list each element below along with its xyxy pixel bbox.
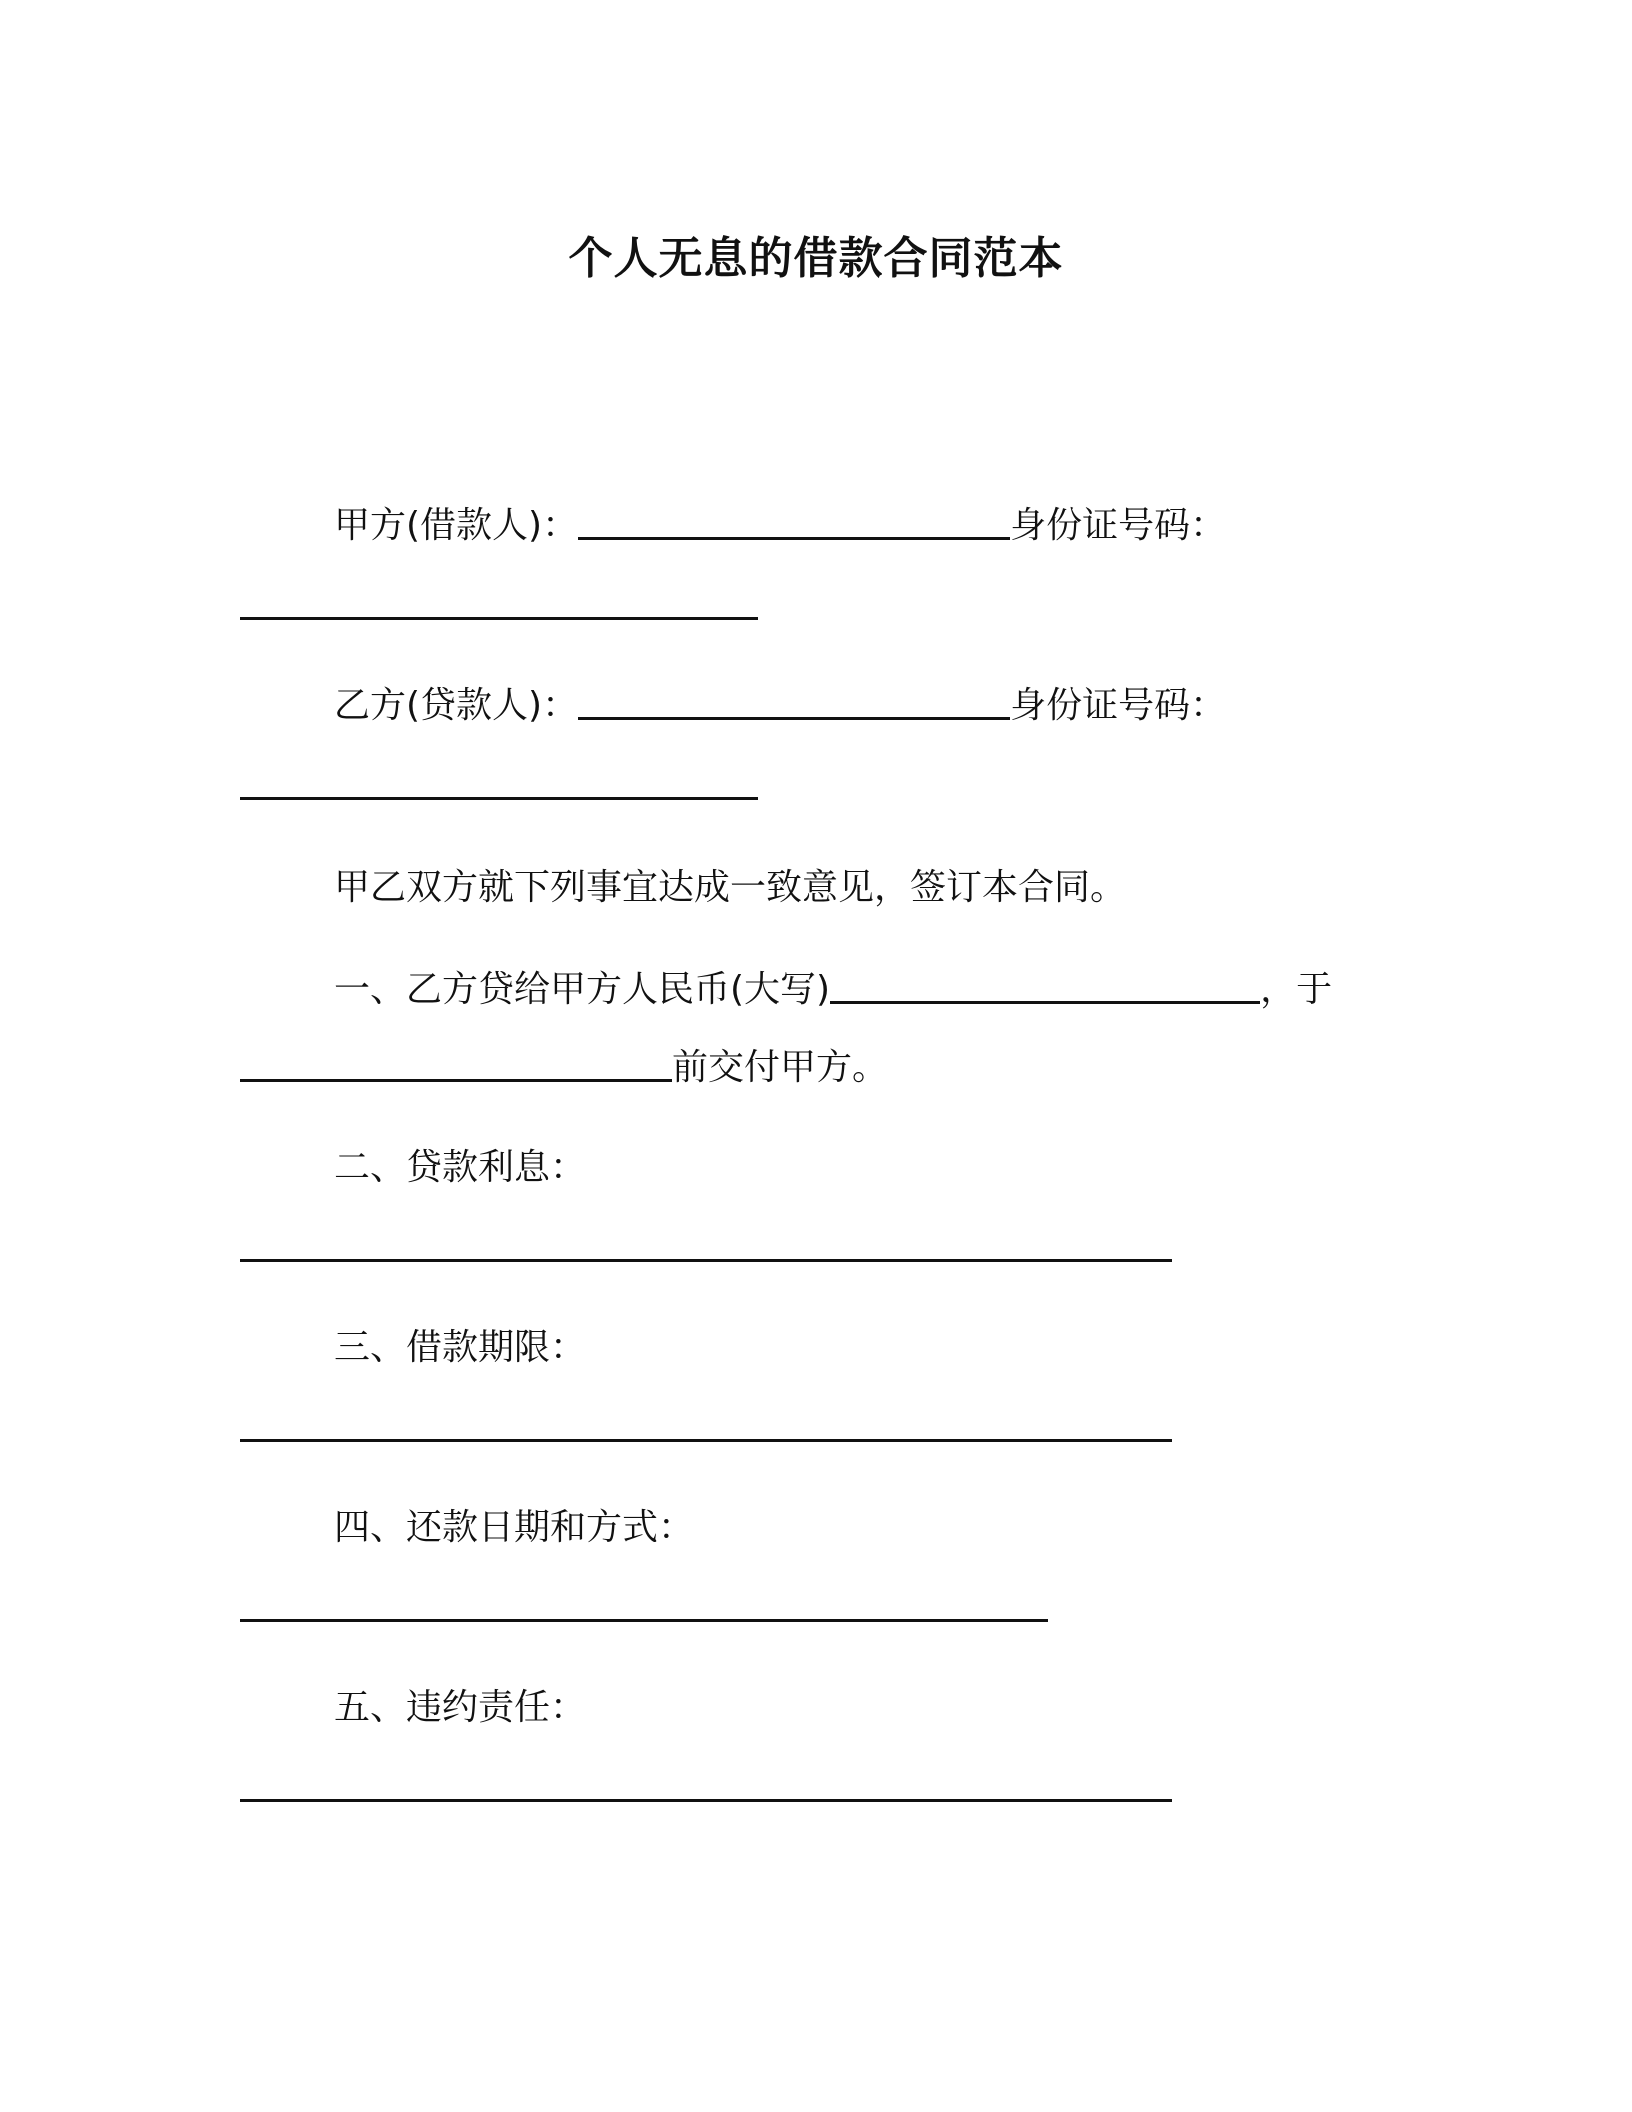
clause-4-row	[334, 1490, 694, 1550]
party-a-name-blank	[578, 537, 1010, 540]
agreement-row	[334, 850, 1126, 910]
clause-1-row	[334, 952, 1332, 1012]
clause-3-blank-row	[240, 1390, 1172, 1450]
clause-2-blank	[240, 1259, 1172, 1262]
clause-3-row	[334, 1310, 586, 1370]
party-a-label: 甲方(借款人)：	[334, 505, 579, 546]
clause-1-date-blank	[240, 1079, 672, 1082]
clause-1-date-row	[240, 1030, 888, 1090]
clause-3-blank	[240, 1439, 1172, 1442]
clause-1-text: 一、乙方贷给甲方人民币(大写)	[334, 969, 831, 1010]
clause-5-blank-row	[240, 1750, 1172, 1810]
clause-2-blank-row	[240, 1210, 1172, 1270]
clause-4-blank	[240, 1619, 1048, 1622]
agreement-text: 甲乙双方就下列事宜达成一致意见，签订本合同。	[334, 867, 1127, 908]
clause-2-row	[334, 1130, 586, 1190]
party-b-label: 乙方(贷款人)：	[334, 685, 579, 726]
clause-1-end-text: 前交付甲方。	[672, 1047, 889, 1088]
clause-3-heading: 三、借款期限：	[334, 1327, 587, 1368]
party-b-id-blank	[240, 797, 758, 800]
party-a-id-row	[240, 568, 758, 628]
clause-4-heading: 四、还款日期和方式：	[334, 1507, 695, 1548]
party-a-row	[334, 488, 1226, 548]
clause-5-heading: 五、违约责任：	[334, 1687, 587, 1728]
party-b-name-blank	[578, 717, 1010, 720]
party-b-id-row	[240, 748, 758, 808]
party-a-id-label: 身份证号码：	[1010, 505, 1227, 546]
party-a-id-blank	[240, 617, 758, 620]
clause-5-blank	[240, 1799, 1172, 1802]
clause-1-amount-blank	[830, 1001, 1260, 1004]
party-b-id-label: 身份证号码：	[1010, 685, 1227, 726]
clause-1-comma-text: ，于	[1260, 969, 1333, 1010]
clause-2-heading: 二、贷款利息：	[334, 1147, 587, 1188]
clause-4-blank-row	[240, 1570, 1048, 1630]
party-b-row	[334, 668, 1226, 728]
page-title: 个人无息的借款合同范本	[568, 233, 1064, 284]
clause-5-row	[334, 1670, 586, 1730]
